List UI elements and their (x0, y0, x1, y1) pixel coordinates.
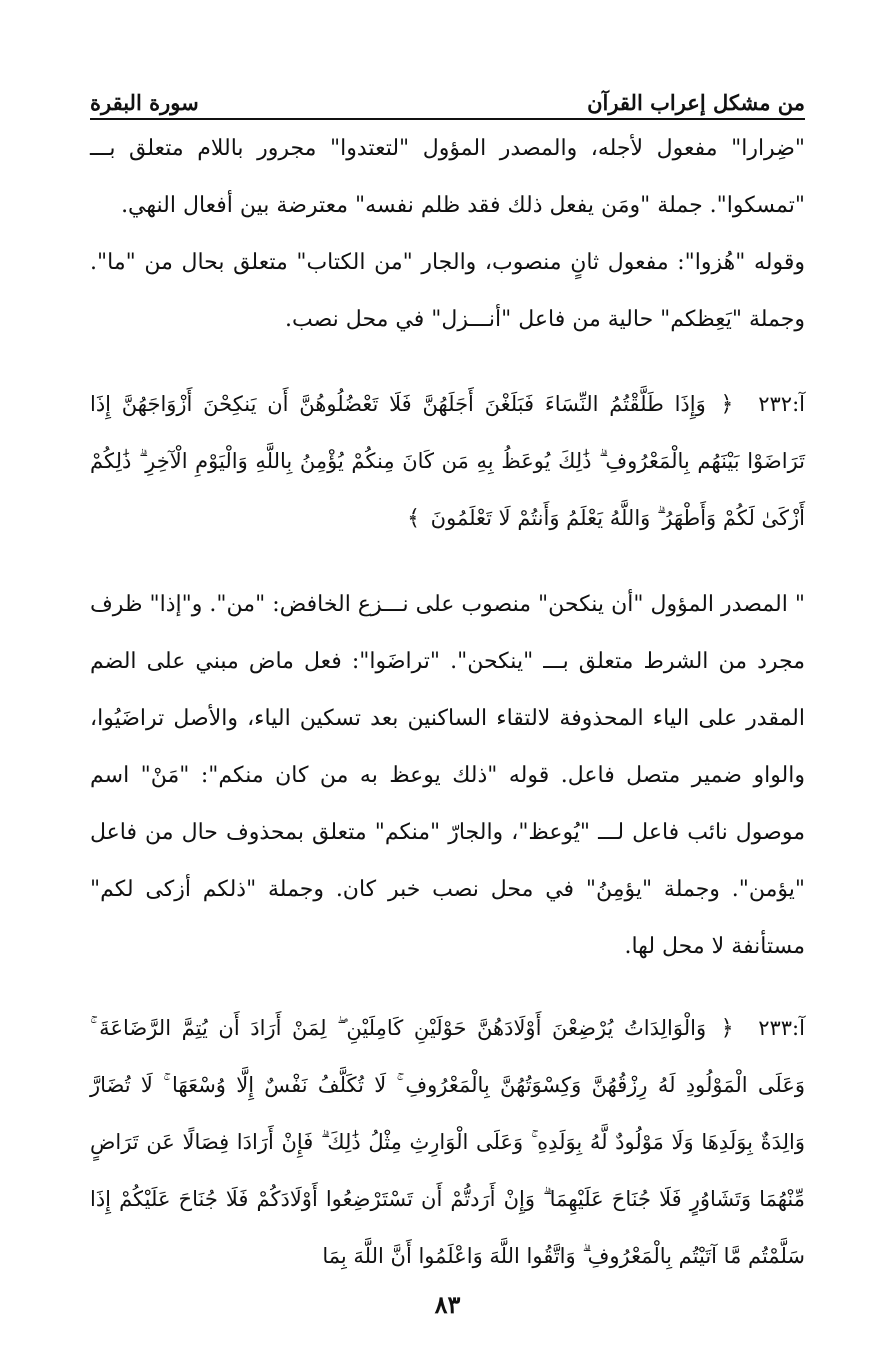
surah-title: سورة البقرة (90, 89, 199, 115)
book-title: من مشكل إعراب القرآن (587, 89, 805, 115)
verse-text: وَالْوَالِدَاتُ يُرْضِعْنَ أَوْلَادَهُنَّ حَوْلَيْنِ كَامِلَيْنِ ۖ لِمَنْ أَرَادَ أَن يُتِمَّ الرَّضَاعَةَ ۚ وَعَلَى الْمَوْلُودِ لَهُ رِزْقُهُنَّ وَكِسْوَتُهُنَّ بِالْمَعْرُوفِ ۚ لَا تُكَلَّفُ نَفْسٌ إِلَّا وُسْعَهَا ۚ لَا تُضَارَّ وَالِدَةٌ بِوَلَدِهَا وَلَا مَوْلُودٌ لَّهُ بِوَلَدِهِ ۚ وَعَلَى الْوَارِثِ مِثْلُ ذَٰلِكَ ۗ فَإِنْ أَرَادَا فِصَالًا عَن تَرَاضٍ مِّنْهُمَا وَتَشَاوُرٍ فَلَا جُنَاحَ عَلَيْهِمَا ۗ وَإِنْ أَرَدتُّمْ أَن تَسْتَرْضِعُوا أَوْلَادَكُمْ فَلَا جُنَاحَ عَلَيْكُمْ إِذَا سَلَّمْتُم مَّا آتَيْتُم بِالْمَعْرُوفِ ۗ وَاتَّقُوا اللَّهَ وَاعْلَمُوا أَنَّ اللَّهَ بِمَا (90, 1016, 805, 1268)
commentary-section-2 (90, 576, 805, 975)
quran-verse-233 (90, 1000, 805, 1285)
verse-number: آ:٢٣٢ (758, 392, 805, 416)
commentary-paragraph: وقوله "هُزوا": مفعول ثانٍ منصوب، والجار "من الكتاب" متعلق بحال من "ما". وجملة "يَعِظكم" حالية من فاعل "أنـــزل" في محل نصب. (90, 250, 805, 332)
commentary-section-1 (90, 120, 805, 348)
verse-text: وَإِذَا طَلَّقْتُمُ النِّسَاءَ فَبَلَغْنَ أَجَلَهُنَّ فَلَا تَعْضُلُوهُنَّ أَن يَنكِحْنَ أَزْوَاجَهُنَّ إِذَا تَرَاضَوْا بَيْنَهُم بِالْمَعْرُوفِ ۗ ذَٰلِكَ يُوعَظُ بِهِ مَن كَانَ مِنكُمْ يُؤْمِنُ بِاللَّهِ وَالْيَوْمِ الْآخِرِ ۗ ذَٰلِكُمْ أَزْكَىٰ لَكُمْ وَأَطْهَرُ ۗ وَاللَّهُ يَعْلَمُ وَأَنتُمْ لَا تَعْلَمُونَ (90, 392, 805, 530)
verse-close-ornament: ﴾ (407, 506, 420, 531)
page-number: ٨٣ (434, 1290, 461, 1319)
verse-open-ornament: ﴿ (720, 392, 734, 417)
commentary-paragraph: " المصدر المؤول "أن ينكحن" منصوب على نـــزع الخافض: "من". و"إذا" ظرف مجرد من الشرط متعلق بـــ "ينكحن". "تراضَوا": فعل ماض مبني على الضم المقدر على الياء المحذوفة لالتقاء الساكنين بعد تسكين الياء، والأصل تراضَيُوا، والواو ضمير متصل فاعل. قوله "ذلك يوعظ به من كان منكم": "مَنْ" اسم موصول نائب فاعل لـــ "يُوعظ"، والجارّ "منكم" متعلق بمحذوف حال من فاعل "يؤمن". وجملة "يؤمِنُ" في محل نصب خبر كان. وجملة "ذلكم أزكى لكم" مستأنفة لا محل لها. (90, 592, 805, 959)
verse-number: آ:٢٣٣ (758, 1016, 805, 1040)
quran-verse-232 (90, 376, 805, 547)
running-header (90, 84, 805, 120)
verse-open-ornament: ﴿ (720, 1016, 734, 1041)
commentary-paragraph: "ضِرارا" مفعول لأجله، والمصدر المؤول "لتعتدوا" مجرور باللام متعلق بـــ "تمسكوا". جملة "ومَن يفعل ذلك فقد ظلم نفسه" معترضة بين أفعال النهي. (90, 136, 805, 218)
